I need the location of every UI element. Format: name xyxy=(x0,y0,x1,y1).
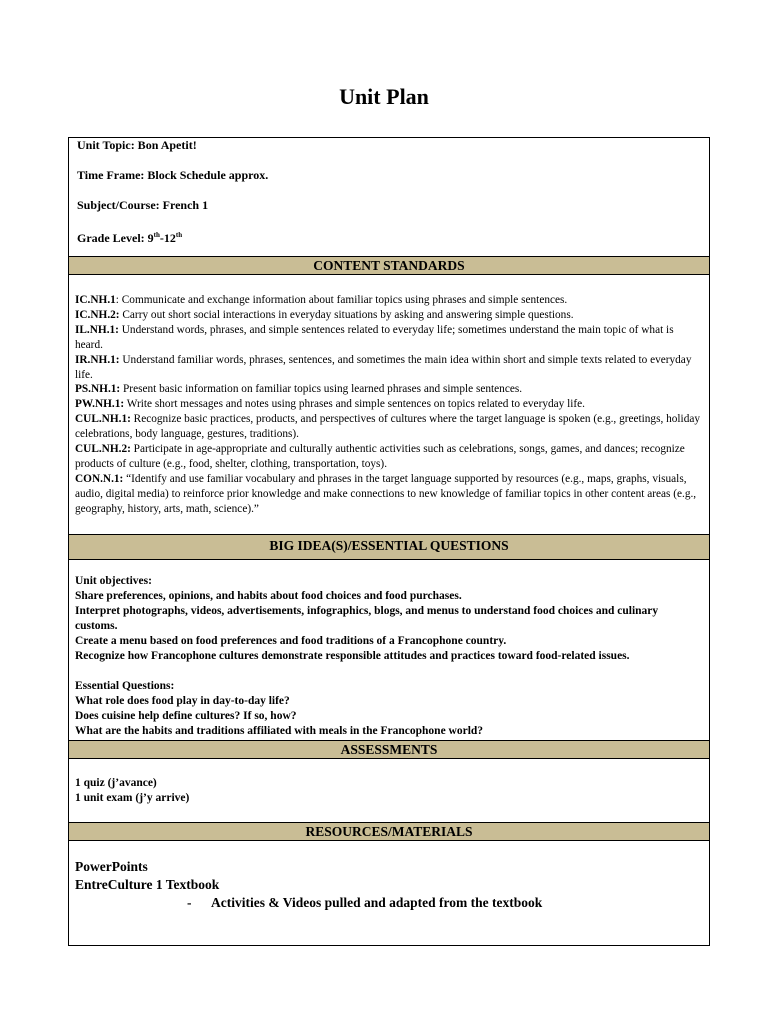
grade-from-sup: th xyxy=(153,231,160,239)
unit-topic: Unit Topic: Bon Apetit! xyxy=(77,138,197,152)
objective-item: Interpret photographs, videos, advertisements, infographics, blogs, and menus to understand food choices and culinary customs. xyxy=(75,605,659,632)
standard-code: IC.NH.1 xyxy=(75,294,116,306)
standard-text: Understand words, phrases, and simple sentences related to everyday life; sometimes understand the main topic of what is heard. xyxy=(75,323,674,351)
resources xyxy=(69,858,709,912)
bullet-dash: - xyxy=(187,895,192,910)
standard-code: CUL.NH.2: xyxy=(75,443,131,456)
standard-item xyxy=(75,382,703,397)
objective-item: Recognize how Francophone cultures demonstrate responsible attitudes and practices toward food-related issues. xyxy=(75,650,630,662)
grade-to-sup: th xyxy=(175,231,183,239)
standard-code: CUL.NH.1: xyxy=(75,413,131,426)
objectives-list xyxy=(75,589,703,664)
assessment-item: 1 unit exam (j’y arrive) xyxy=(75,792,190,804)
standard-code: PW.NH.1: xyxy=(75,398,125,411)
standard-item xyxy=(75,353,703,383)
standard-item xyxy=(75,442,703,472)
content-standards-header: CONTENT STANDARDS xyxy=(69,256,709,275)
objective-item: Share preferences, opinions, and habits about food choices and food purchases. xyxy=(75,590,462,602)
standard-text: Present basic information on familiar topics using learned phrases and simple sentences. xyxy=(120,383,523,396)
standard-text: Write short messages and notes using phrases and simple sentences on topics related to everyday life. xyxy=(124,398,585,411)
resources-header: RESOURCES/MATERIALS xyxy=(69,822,709,841)
standard-item xyxy=(75,323,703,353)
standard-item xyxy=(75,397,703,412)
assessments-list xyxy=(75,776,703,806)
grade-label: Grade Level: xyxy=(77,231,148,245)
bullet-text: Activities & Videos pulled and adapted from the textbook xyxy=(211,895,543,910)
standard-item xyxy=(75,308,703,323)
big-ideas-header: BIG IDEA(S)/ESSENTIAL QUESTIONS xyxy=(69,534,709,560)
question-item: What role does food play in day-to-day life? xyxy=(75,695,290,707)
unit-info xyxy=(69,138,709,258)
question-item: What are the habits and traditions affiliated with meals in the Francophone world? xyxy=(75,725,484,737)
assessments xyxy=(69,776,709,806)
assessments-header: ASSESSMENTS xyxy=(69,740,709,759)
standard-code: IR.NH.1: xyxy=(75,353,120,366)
time-frame: Time Frame: Block Schedule approx. xyxy=(77,168,269,182)
standard-text: : Communicate and exchange information about familiar topics using phrases and simple sentences. xyxy=(115,294,568,306)
standard-code: PS.NH.1: xyxy=(75,383,121,396)
grade-from: 9 xyxy=(147,231,154,245)
questions-list xyxy=(75,694,703,739)
assessment-item: 1 quiz (j’avance) xyxy=(75,777,157,789)
page-title: Unit Plan xyxy=(339,84,429,109)
resource-item: PowerPoints xyxy=(75,859,148,874)
objectives-heading: Unit objectives: xyxy=(75,575,152,587)
question-item: Does cuisine help define cultures? If so, how? xyxy=(75,710,297,722)
standards-list xyxy=(75,293,703,517)
grade-level xyxy=(77,228,701,258)
resource-item: EntreCulture 1 Textbook xyxy=(75,877,220,892)
standard-code: CON.N.1: xyxy=(75,472,124,485)
content-standards xyxy=(69,293,709,517)
unit-plan-table xyxy=(68,137,710,946)
standard-item xyxy=(75,412,703,442)
standard-text: Understand familiar words, phrases, sentences, and sometimes the main idea within short and simple texts related to everyday life. xyxy=(75,353,692,381)
questions-heading: Essential Questions: xyxy=(75,680,175,692)
objective-item: Create a menu based on food preferences and food traditions of a Francophone country. xyxy=(75,635,507,647)
subject-course: Subject/Course: French 1 xyxy=(77,198,209,212)
standard-text: Participate in age-appropriate and culturally authentic activities such as celebrations, songs, games, and dances; recognize products of culture (e.g., food, shelter, clothing, transportation, toys). xyxy=(75,443,685,470)
standard-code: IL.NH.1: xyxy=(75,323,119,336)
big-ideas xyxy=(69,574,709,739)
standard-item xyxy=(75,472,703,517)
standard-item xyxy=(75,293,703,308)
grade-to: -12 xyxy=(159,231,176,245)
standard-text: “Identify and use familiar vocabulary and phrases in the target language supported by resources (e.g., maps, graphs, visuals, audio, digital media) to reinforce prior knowledge and make connections to new knowledge of familiar topics in other content areas (e.g., geography, history, arts, math, science).” xyxy=(75,472,697,515)
standard-text: Recognize basic practices, products, and perspectives of cultures where the target language is spoken (e.g., greetings, holiday celebrations, body language, gestures, traditions). xyxy=(75,413,701,441)
standard-code: IC.NH.2: xyxy=(75,308,120,321)
resources-list xyxy=(75,858,703,894)
standard-text: Carry out short social interactions in everyday situations by asking and answering simple questions. xyxy=(119,308,574,321)
resource-bullet xyxy=(75,894,703,912)
